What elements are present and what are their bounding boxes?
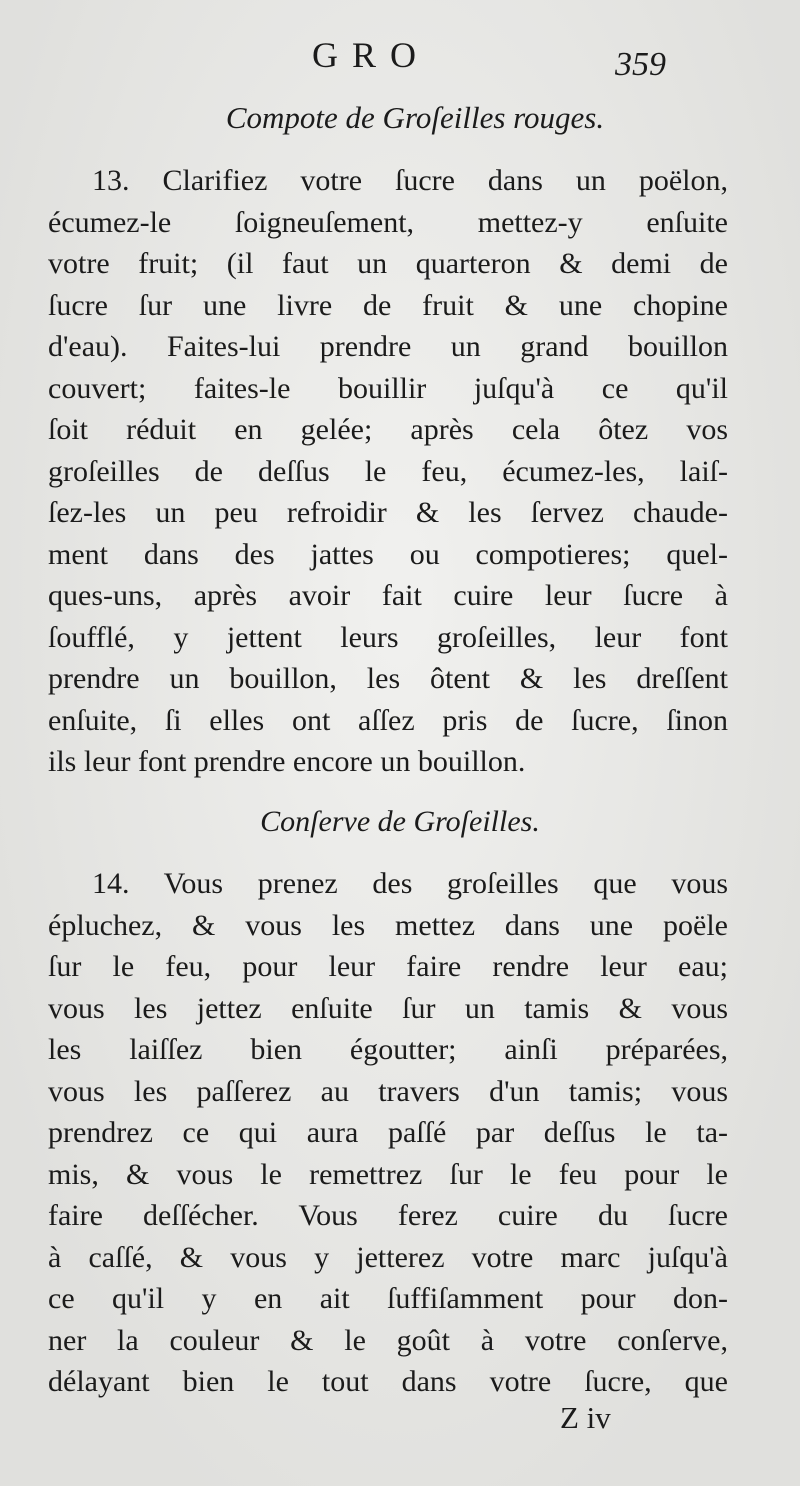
text-line: à caſſé, & vous y jetterez votre marc juſqu'à bbox=[48, 1240, 728, 1274]
signature-mark: Z iv bbox=[560, 1400, 611, 1435]
text-line: groſeilles de deſſus le feu, écumez-les, laiſ- bbox=[48, 454, 728, 488]
section-heading-conserve: Conſerve de Groſeilles. bbox=[260, 805, 540, 838]
text-line: faire deſſécher. Vous ferez cuire du ſucre bbox=[48, 1199, 728, 1232]
text-line: mis, & vous le remettrez ſur le feu pour le bbox=[48, 1157, 728, 1191]
text-line: ſur le feu, pour leur faire rendre leur eau; bbox=[48, 950, 728, 983]
text-line: 14. Vous prenez des groſeilles que vous bbox=[92, 867, 728, 900]
page-number: 359 bbox=[615, 46, 666, 83]
text-line: votre fruit; (il faut un quarteron & demi de bbox=[48, 247, 728, 280]
text-line: ce qu'il y en ait ſuffiſamment pour don- bbox=[48, 1282, 728, 1315]
text-line: les laiſſez bien égoutter; ainſi préparées, bbox=[48, 1033, 728, 1066]
text-line: ils leur font prendre encore un bouillon. bbox=[48, 745, 526, 778]
text-line: d'eau). Faites-lui prendre un grand bouillon bbox=[48, 330, 728, 363]
text-line: délayant bien le tout dans votre ſucre, que bbox=[48, 1365, 728, 1398]
text-line: ſoufflé, y jettent leurs groſeilles, leur font bbox=[48, 620, 728, 654]
section-heading-compote: Compote de Groſeilles rouges. bbox=[225, 100, 605, 135]
text-line: épluchez, & vous les mettez dans une poële bbox=[48, 908, 728, 942]
text-line: ſoit réduit en gelée; après cela ôtez vos bbox=[48, 413, 728, 446]
paragraph-13 bbox=[48, 160, 728, 783]
text-line: écumez-le ſoigneuſement, mettez-y enſuite bbox=[48, 205, 728, 239]
page-header bbox=[0, 22, 800, 92]
text-line: ner la couleur & le goût à votre conſerve, bbox=[48, 1323, 728, 1357]
text-line: ment dans des jattes ou compotieres; quel- bbox=[48, 537, 728, 571]
text-line: vous les jettez enſuite ſur un tamis & vous bbox=[48, 991, 728, 1025]
running-head: GRO bbox=[312, 35, 431, 75]
paragraph-14 bbox=[48, 863, 728, 1403]
text-line: vous les paſſerez au travers d'un tamis; vous bbox=[48, 1074, 728, 1108]
text-line: couvert; faites-le bouillir juſqu'à ce qu'il bbox=[48, 371, 728, 405]
text-line: ſucre ſur une livre de fruit & une chopine bbox=[48, 288, 728, 322]
text-line: prendre un bouillon, les ôtent & les dreſſent bbox=[48, 662, 728, 695]
text-line: ſez-les un peu refroidir & les ſervez chaude- bbox=[48, 496, 728, 529]
text-line: enſuite, ſi elles ont aſſez pris de ſucre, ſinon bbox=[48, 703, 728, 737]
text-line: ques-uns, après avoir fait cuire leur ſucre à bbox=[48, 579, 728, 612]
text-line: prendrez ce qui aura paſſé par deſſus le ta- bbox=[48, 1116, 728, 1149]
text-line: 13. Clarifiez votre ſucre dans un poëlon, bbox=[92, 164, 728, 197]
